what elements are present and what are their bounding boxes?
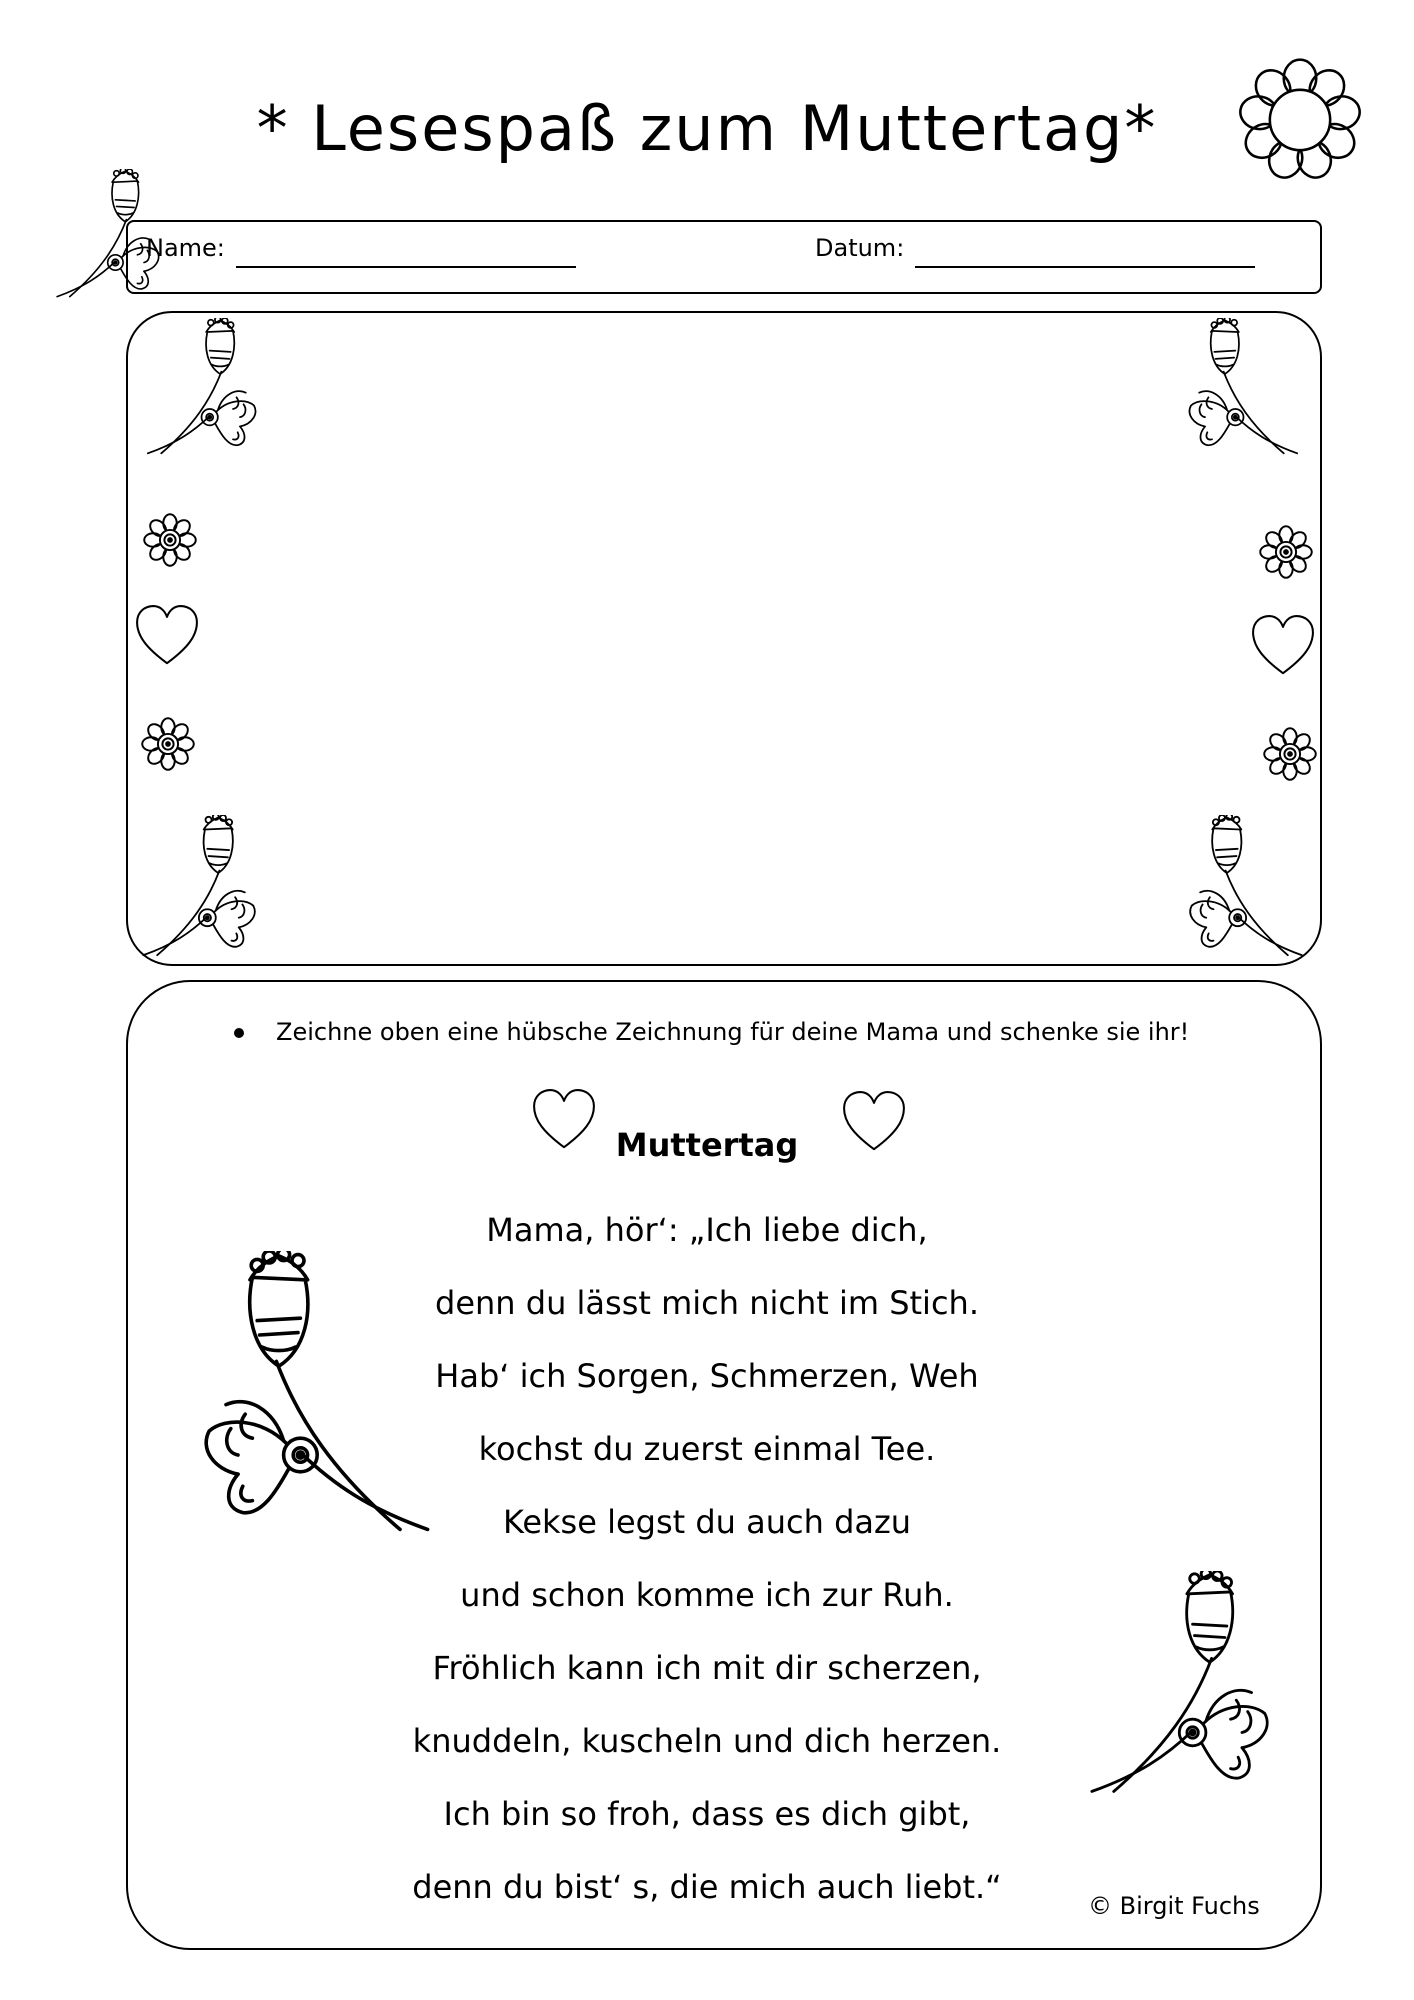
name-label: Name: [146, 234, 225, 262]
date-label: Datum: [815, 234, 905, 262]
name-field[interactable] [236, 266, 576, 268]
copyright-text: © Birgit Fuchs [1088, 1892, 1260, 1920]
poem-line: Ich bin so froh, dass es dich gibt, [443, 1795, 971, 1833]
poem-line: denn du bist‘ s, die mich auch liebt.“ [412, 1868, 1002, 1906]
poem-line: Mama, hör‘: „Ich liebe dich, [486, 1211, 928, 1249]
flower-stem-icon [190, 1250, 430, 1540]
daisy-icon [142, 512, 198, 568]
poem-line: Hab‘ ich Sorgen, Schmerzen, Weh [435, 1357, 979, 1395]
title-flower-icon [1230, 55, 1370, 185]
bullet-icon [234, 1028, 244, 1038]
flower-stem-icon [1090, 1540, 1280, 1830]
poem-line: denn du lässt mich nicht im Stich. [435, 1284, 979, 1322]
daisy-icon [140, 716, 196, 772]
poem-line: Kekse legst du auch dazu [502, 1503, 912, 1541]
flower-stem-icon [1180, 815, 1305, 960]
date-field[interactable] [915, 266, 1255, 268]
poem-line: Fröhlich kann ich mit dir scherzen, [432, 1649, 982, 1687]
poem-line: und schon komme ich zur Ruh. [460, 1576, 954, 1614]
flower-stem-icon [140, 815, 265, 960]
poem-title: Muttertag [615, 1126, 799, 1164]
page-title: * Lesespaß zum Muttertag* [256, 92, 1158, 165]
drawing-area[interactable] [126, 311, 1322, 966]
poem-line: kochst du zuerst einmal Tee. [478, 1430, 936, 1468]
flower-stem-icon [1175, 318, 1305, 458]
daisy-icon [1262, 726, 1318, 782]
heart-icon [1248, 612, 1318, 680]
flower-stem-icon [140, 318, 270, 458]
poem-line: knuddeln, kuscheln und dich herzen. [412, 1722, 1002, 1760]
heart-icon [132, 602, 202, 670]
name-date-box [126, 220, 1322, 294]
instruction-text: Zeichne oben eine hübsche Zeichnung für deine Mama und schenke sie ihr! [276, 1018, 1190, 1046]
daisy-icon [1258, 524, 1314, 580]
